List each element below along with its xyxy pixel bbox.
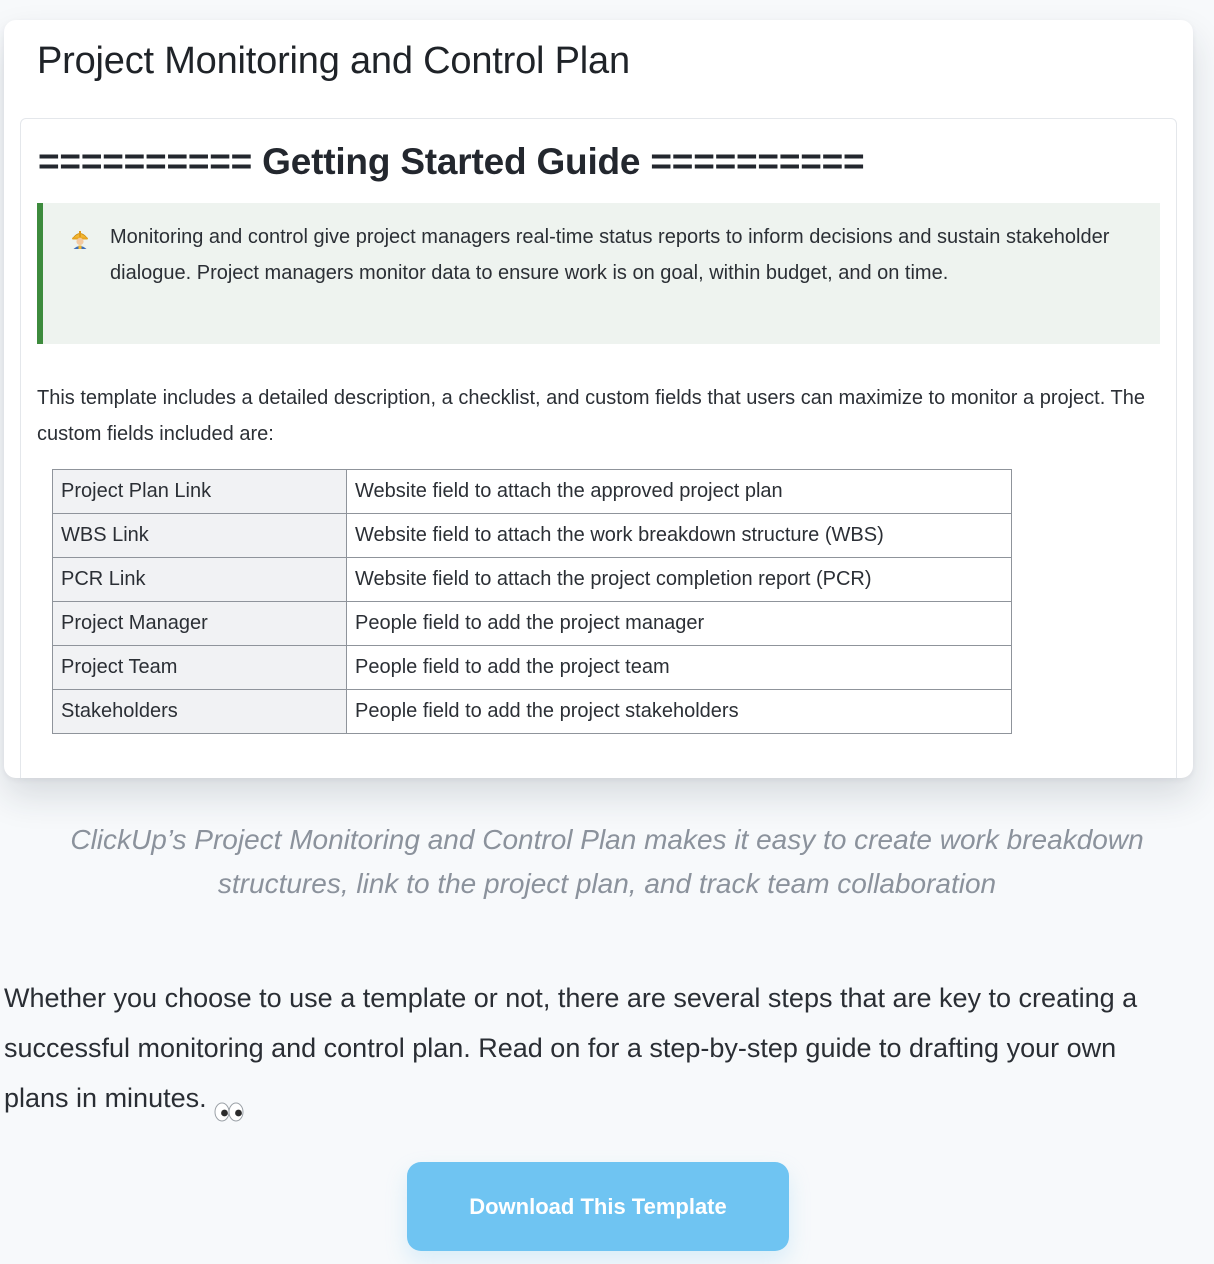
callout-text: Monitoring and control give project managers real-time status reports to inform decisions and sustain stakeholder dialogue. Project managers monitor data to ensure work is on goal, within budget, and on time.: [110, 226, 1110, 284]
table-row: [53, 646, 1012, 690]
field-name-cell: Project Plan Link: [53, 470, 347, 514]
table-row: [53, 514, 1012, 558]
eyes-icon: [213, 1089, 245, 1111]
field-description-cell: Website field to attach the work breakdown structure (WBS): [347, 514, 1012, 558]
field-description-cell: Website field to attach the approved project plan: [347, 470, 1012, 514]
body-text: Whether you choose to use a template or not, there are several steps that are key to creating a successful monitoring and control plan. Read on for a step-by-step guide to drafting your own plans in minutes.: [4, 983, 1138, 1113]
field-name-cell: PCR Link: [53, 558, 347, 602]
field-description-cell: People field to add the project stakeholders: [347, 690, 1012, 734]
field-name-cell: Project Manager: [53, 602, 347, 646]
guide-heading: ========== Getting Started Guide ==========: [38, 141, 865, 182]
field-description-cell: People field to add the project manager: [347, 602, 1012, 646]
table-row: [53, 470, 1012, 514]
custom-fields-table: [52, 469, 1012, 734]
body-paragraph: [4, 973, 1174, 1123]
intro-paragraph: This template includes a detailed description, a checklist, and custom fields that users can maximize to monitor a project. The custom fields included are:: [37, 387, 1145, 445]
construction-worker-icon: [69, 228, 91, 250]
field-name-cell: Stakeholders: [53, 690, 347, 734]
table-row: [53, 690, 1012, 734]
table-row: [53, 558, 1012, 602]
info-callout: [37, 203, 1160, 344]
field-description-cell: People field to add the project team: [347, 646, 1012, 690]
image-caption: ClickUp’s Project Monitoring and Control Plan makes it easy to create work breakdown structures, link to the project plan, and track team collaboration: [70, 824, 1144, 899]
field-description-cell: Website field to attach the project completion report (PCR): [347, 558, 1012, 602]
template-content-panel: [20, 118, 1177, 778]
field-name-cell: Project Team: [53, 646, 347, 690]
table-row: [53, 602, 1012, 646]
field-name-cell: WBS Link: [53, 514, 347, 558]
template-preview-card: [4, 20, 1193, 778]
card-title: Project Monitoring and Control Plan: [37, 40, 630, 82]
download-template-button[interactable]: Download This Template: [407, 1162, 789, 1251]
